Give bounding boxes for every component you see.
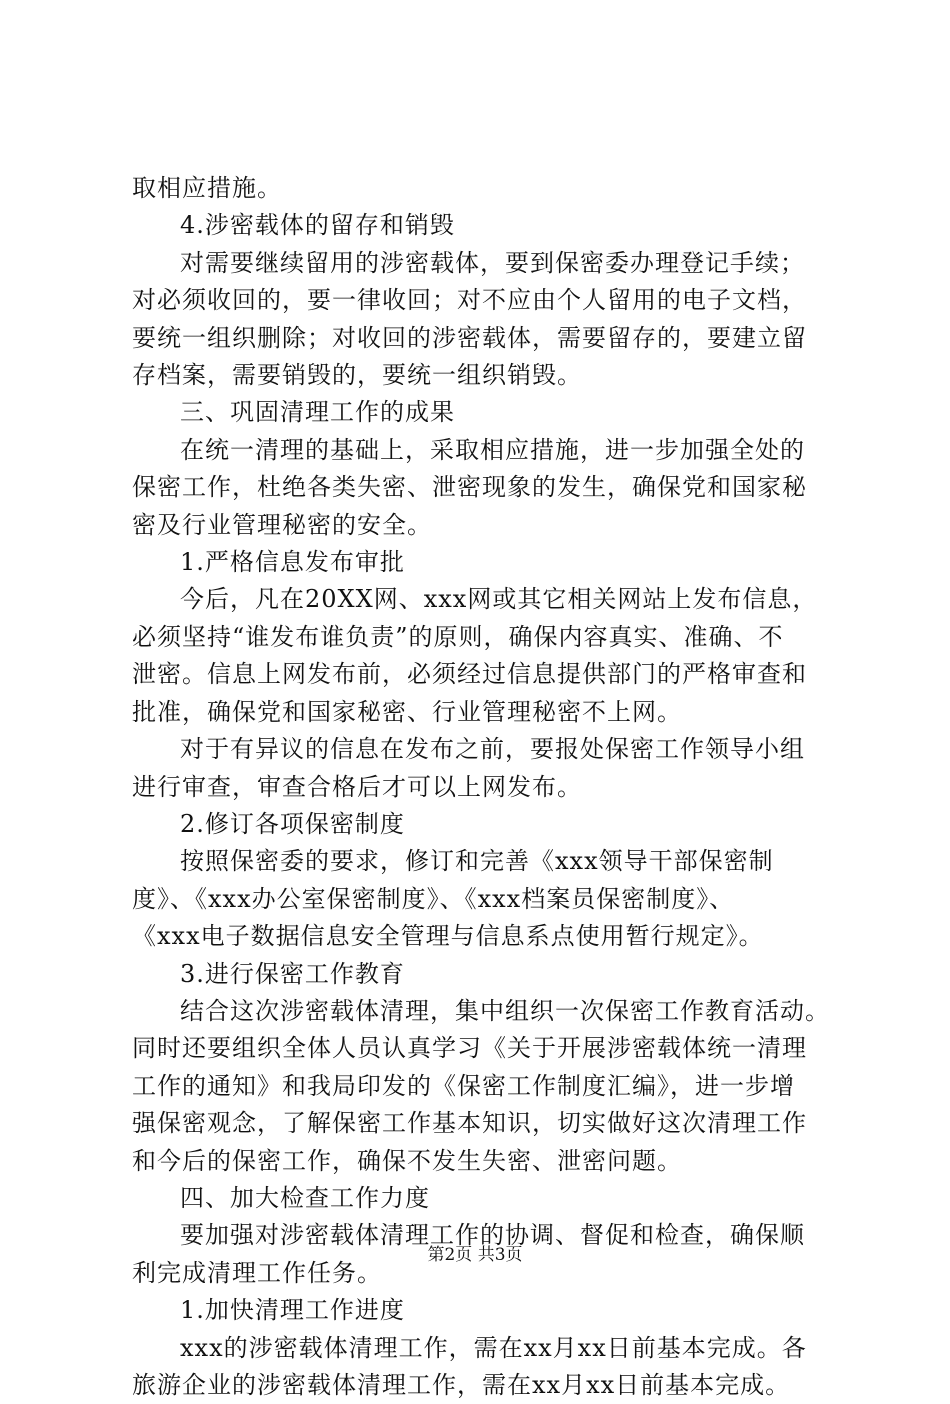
document-body: [132, 170, 832, 1404]
text-line: 密及行业管理秘密的安全。: [132, 510, 432, 539]
text-line: 要统一组织删除；对收回的涉密载体，需要留存的，要建立留: [132, 323, 807, 352]
text-line: 保密工作，杜绝各类失密、泄密现象的发生，确保党和国家秘: [132, 473, 807, 502]
text-line: 对需要继续留用的涉密载体，要到保密委办理登记手续；: [180, 248, 805, 277]
text-line: 旅游企业的涉密载体清理工作，需在xx月xx日前基本完成。: [132, 1371, 791, 1399]
text-line: 存档案，需要销毁的，要统一组织销毁。: [132, 361, 582, 390]
text-line: 3.进行保密工作教育: [180, 959, 405, 988]
text-line: 利完成清理工作任务。: [132, 1258, 382, 1287]
text-line: 在统一清理的基础上，采取相应措施，进一步加强全处的: [180, 435, 805, 464]
page-footer: 第2页 共3页: [427, 1245, 523, 1265]
text-line: 工作的通知》和我局印发的《保密工作制度汇编》，进一步增: [132, 1071, 795, 1100]
text-line: 四、加大检查工作力度: [180, 1183, 430, 1212]
text-line: 今后，凡在20XX网、xxx网或其它相关网站上发布信息，: [180, 585, 818, 614]
text-line: 1.严格信息发布审批: [180, 548, 405, 577]
text-line: 4.涉密载体的留存和销毁: [180, 211, 455, 240]
text-line: 对于有异议的信息在发布之前，要报处保密工作领导小组: [180, 735, 805, 764]
text-line: 强保密观念，了解保密工作基本知识，切实做好这次清理工作: [132, 1109, 807, 1138]
text-line: 必须坚持“谁发布谁负责”的原则，确保内容真实、准确、不: [132, 622, 784, 651]
text-line: 《xxx电子数据信息安全管理与信息系点使用暂行规定》。: [132, 922, 764, 951]
text-line: 进行审查，审查合格后才可以上网发布。: [132, 772, 582, 801]
text-line: 2.修订各项保密制度: [180, 809, 405, 838]
text-line: xxx的涉密载体清理工作，需在xx月xx日前基本完成。各: [180, 1333, 807, 1362]
text-line: 和今后的保密工作，确保不发生失密、泄密问题。: [132, 1146, 682, 1175]
text-line: 按照保密委的要求，修订和完善《xxx领导干部保密制: [180, 847, 774, 876]
text-line: 要加强对涉密载体清理工作的协调、督促和检查，确保顺: [180, 1221, 805, 1250]
text-line: 度》、《xxx办公室保密制度》、《xxx档案员保密制度》、: [132, 884, 735, 913]
text-line: 三、巩固清理工作的成果: [180, 398, 455, 427]
text-line: 泄密。信息上网发布前，必须经过信息提供部门的严格审查和: [132, 660, 807, 689]
text-line: 对必须收回的，要一律收回；对不应由个人留用的电子文档，: [132, 286, 807, 315]
text-line: 1.加快清理工作进度: [180, 1296, 405, 1325]
text-line: 同时还要组织全体人员认真学习《关于开展涉密载体统一清理: [132, 1034, 807, 1063]
text-line: 取相应措施。: [132, 174, 282, 202]
text-line: 结合这次涉密载体清理，集中组织一次保密工作教育活动。: [180, 996, 830, 1025]
text-line: 批准，确保党和国家秘密、行业管理秘密不上网。: [132, 697, 682, 726]
